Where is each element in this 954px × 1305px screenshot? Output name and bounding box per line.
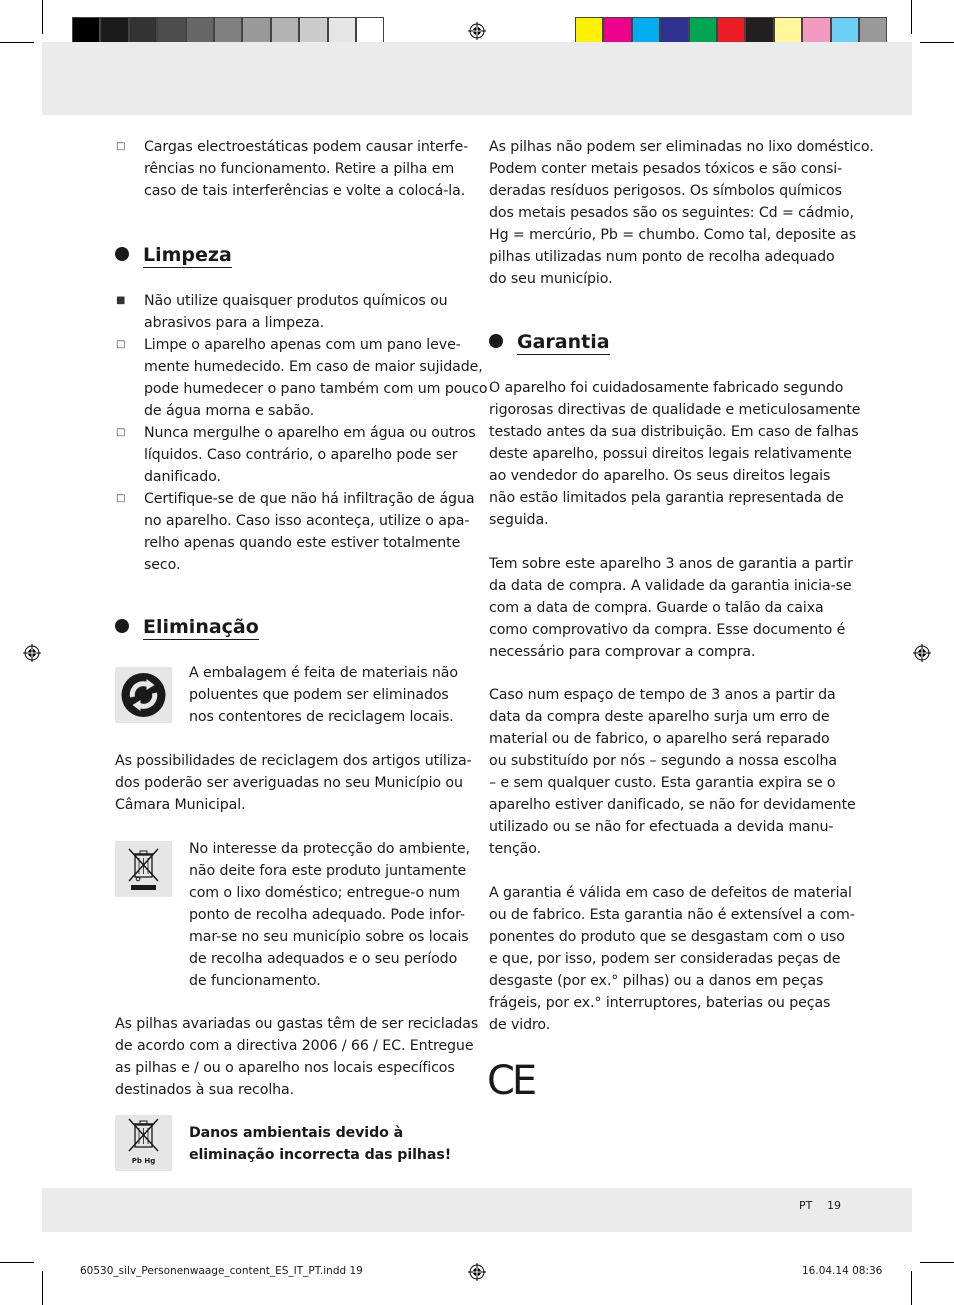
text-line: não estão limitados pela garantia representada de	[489, 490, 844, 506]
text-line: Nunca mergulhe o aparelho em água ou outros	[144, 425, 476, 441]
recycling-text	[115, 750, 472, 816]
crop-mark	[911, 0, 912, 34]
registration-mark-icon	[913, 644, 931, 662]
text-line: e que, por isso, podem ser consideradas peças de	[489, 951, 841, 967]
text-line: As pilhas não podem ser eliminadas no lixo doméstico.	[489, 139, 874, 155]
text-line: ponto de recolha adequado. Pode infor-	[189, 907, 465, 923]
text-line: A garantia é válida em caso de defeitos de material	[489, 885, 852, 901]
packaging-text	[189, 662, 458, 728]
battery-warning-text	[189, 1122, 451, 1166]
batteries-hazard-text	[489, 136, 874, 290]
text-line: líquidos. Caso contrário, o aparelho pode ser	[144, 447, 458, 463]
crop-mark	[920, 1262, 954, 1263]
text-line: eliminação incorrecta das pilhas!	[189, 1147, 452, 1163]
text-line: data da compra deste aparelho surja um erro de	[489, 709, 830, 725]
text-line: tenção.	[489, 841, 542, 857]
green-dot-recycling-icon	[115, 667, 172, 723]
text-line: ponentes do produto que se desgastam com o uso	[489, 929, 845, 945]
weee-symbol-box	[115, 841, 172, 897]
crop-mark	[0, 1262, 34, 1263]
text-line: com a data de compra. Guarde o talão da caixa	[489, 600, 824, 616]
text-line: material ou de fabrico, o aparelho será reparado	[489, 731, 830, 747]
registration-mark-icon	[468, 22, 486, 40]
weee-text	[189, 838, 470, 992]
text-line: mar-se no seu município sobre os locais	[189, 929, 469, 945]
text-line: de funcionamento.	[189, 973, 321, 989]
text-line: de recolha adequados e o seu período	[189, 951, 458, 967]
registration-mark-icon	[468, 1263, 486, 1281]
text-line: – e sem qualquer custo. Esta garantia expira se o	[489, 775, 836, 791]
section-heading-eliminacao: Eliminação	[115, 615, 259, 639]
text-line: Podem conter metais pesados tóxicos e são consi-	[489, 161, 843, 177]
text-line: ou de fabrico. Esta garantia não é extensível a com-	[489, 907, 855, 923]
text-line: da data de compra. A validade da garantia inicia-se	[489, 578, 852, 594]
text-line: com o lixo doméstico; entregue-o num	[189, 885, 460, 901]
batteries-recycling-text	[115, 1013, 478, 1101]
bullet-marker: □	[116, 141, 126, 152]
text-line: Cargas electroestáticas podem causar interfe-	[144, 139, 469, 155]
text-line: no aparelho. Caso isso aconteça, utilize o apa-	[144, 513, 470, 529]
text-line: O aparelho foi cuidadosamente fabricado segundo	[489, 380, 844, 396]
text-line: frágeis, por ex.° interruptores, baterias ou peças	[489, 995, 831, 1011]
battery-icon-label: Pb Hg	[131, 1157, 156, 1165]
bullet-marker: □	[116, 427, 126, 438]
text-line: de água morna e sabão.	[144, 403, 315, 419]
warranty-paragraph-4	[489, 882, 855, 1036]
language-code: PT	[799, 1199, 813, 1212]
text-line: As pilhas avariadas ou gastas têm de ser recicladas	[115, 1016, 479, 1032]
text-line: dos poderão ser averiguadas no seu Município ou	[115, 775, 463, 791]
limpeza-item	[144, 290, 448, 334]
text-line: nos contentores de reciclagem locais.	[189, 709, 454, 725]
text-line: seco.	[144, 557, 181, 573]
ce-mark: CE	[487, 1058, 535, 1104]
text-line: danificado.	[144, 469, 221, 485]
bullet-marker: □	[116, 493, 126, 504]
crop-mark	[911, 1271, 912, 1305]
text-line: testado antes da sua distribuição. Em caso de falhas	[489, 424, 859, 440]
text-line: de acordo com a directiva 2006 / 66 / EC. Entregue	[115, 1038, 474, 1054]
text-line: No interesse da protecção do ambiente,	[189, 841, 470, 857]
text-line: deradas resíduos perigosos. Os símbolos químicos	[489, 183, 842, 199]
heading-bullet-icon	[489, 334, 503, 348]
text-line: deste aparelho, possui direitos legais relativamente	[489, 446, 852, 462]
warranty-paragraph-1	[489, 377, 860, 531]
limpeza-item	[144, 422, 476, 488]
limpeza-item	[144, 488, 474, 576]
text-line: mente humedecido. Em caso de maior sujidade,	[144, 359, 483, 375]
text-line: necessário para comprovar a compra.	[489, 644, 756, 660]
text-line: Hg = mercúrio, Pb = chumbo. Como tal, deposite as	[489, 227, 857, 243]
text-line: pode humedecer o pano também com um pouco	[144, 381, 488, 397]
text-line: do seu município.	[489, 271, 613, 287]
intro-bullet-text	[144, 136, 468, 202]
text-line: Câmara Municipal.	[115, 797, 246, 813]
bullet-marker: ■	[116, 295, 126, 306]
text-line: rigorosas directivas de qualidade e meticulosamente	[489, 402, 861, 418]
text-line: desgaste (por ex.° pilhas) ou a danos em peças	[489, 973, 824, 989]
page-number: 19	[827, 1199, 841, 1212]
text-line: não deite fora este produto juntamente	[189, 863, 467, 879]
section-heading-garantia: Garantia	[489, 330, 610, 354]
limpeza-item	[144, 334, 487, 422]
warranty-paragraph-3	[489, 684, 856, 860]
text-line: destinados à sua recolha.	[115, 1082, 295, 1098]
text-line: Certifique-se de que não há infiltração de água	[144, 491, 475, 507]
warranty-paragraph-2	[489, 553, 853, 663]
text-line: seguida.	[489, 512, 549, 528]
text-line: rências no funcionamento. Retire a pilha em	[144, 161, 455, 177]
text-line: A embalagem é feita de materiais não	[189, 665, 458, 681]
section-heading-limpeza: Limpeza	[115, 243, 232, 267]
recycling-symbol-box	[115, 667, 172, 723]
text-line: Danos ambientais devido à	[189, 1125, 404, 1141]
text-line: Caso num espaço de tempo de 3 anos a partir da	[489, 687, 836, 703]
battery-symbol-box	[115, 1115, 172, 1171]
text-line: relho apenas quando este estiver totalmente	[144, 535, 461, 551]
footer-band	[42, 1188, 912, 1232]
crop-mark	[42, 0, 43, 34]
crop-mark	[920, 42, 954, 43]
text-line: de vidro.	[489, 1017, 551, 1033]
text-line: Tem sobre este aparelho 3 anos de garantia a partir	[489, 556, 853, 572]
text-line: ou substituído por nós – segundo a nossa escolha	[489, 753, 837, 769]
bullet-marker: □	[116, 339, 126, 350]
indd-filename: 60530_silv_Personenwaage_content_ES_IT_PT.indd 19	[80, 1265, 363, 1277]
text-line: como comprovativo da compra. Esse documento é	[489, 622, 846, 638]
crossed-bin-icon	[115, 841, 172, 897]
text-line: Não utilize quaisquer produtos químicos ou	[144, 293, 448, 309]
text-line: ao vendedor do aparelho. Os seus direitos legais	[489, 468, 831, 484]
header-band	[42, 42, 912, 115]
text-line: poluentes que podem ser eliminados	[189, 687, 449, 703]
print-datetime: 16.04.14 08:36	[802, 1265, 883, 1277]
registration-mark-icon	[23, 644, 41, 662]
text-line: As possibilidades de reciclagem dos artigos utiliza-	[115, 753, 472, 769]
text-line: abrasivos para a limpeza.	[144, 315, 325, 331]
text-line: caso de tais interferências e volte a colocá-la.	[144, 183, 466, 199]
crop-mark	[0, 42, 34, 43]
text-line: aparelho estiver danificado, se não for devidamente	[489, 797, 856, 813]
text-line: as pilhas e / ou o aparelho nos locais específicos	[115, 1060, 455, 1076]
text-line: utilizado ou se não for efectuada a devida manu-	[489, 819, 834, 835]
heading-bullet-icon	[115, 619, 129, 633]
text-line: pilhas utilizadas num ponto de recolha adequado	[489, 249, 835, 265]
heading-bullet-icon	[115, 247, 129, 261]
crop-mark	[42, 1271, 43, 1305]
text-line: dos metais pesados são os seguintes: Cd = cádmio,	[489, 205, 854, 221]
text-line: Limpe o aparelho apenas com um pano leve-	[144, 337, 461, 353]
